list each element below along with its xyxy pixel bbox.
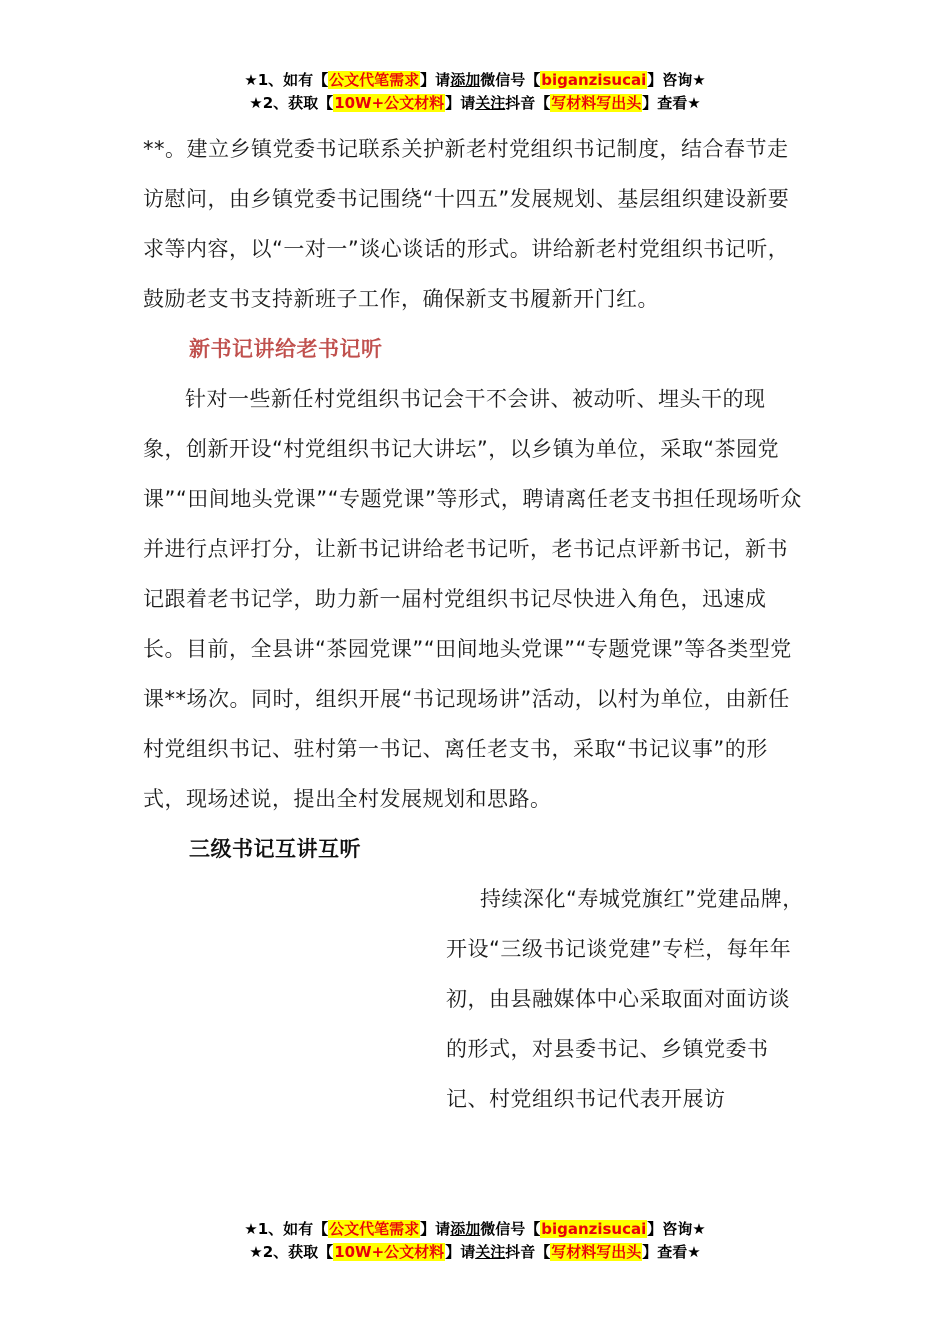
banner-text: ★1、如有【 — [244, 71, 329, 89]
banner-line-2 — [0, 1241, 950, 1264]
banner-text: 】请 — [445, 1243, 476, 1261]
banner-text: 】请 — [420, 71, 451, 89]
banner-text: 】查看★ — [642, 1243, 701, 1261]
banner-text: ★2、获取【 — [249, 1243, 334, 1261]
banner-highlight: 10W+公文材料 — [334, 94, 445, 112]
banner-underline: 添加 — [450, 71, 481, 89]
banner-highlight: biganzisucai — [541, 71, 647, 89]
paragraph-1: **。建立乡镇党委书记联系关护新老村党组织书记制度，结合春节走访慰问，由乡镇党委书记围绕“十四五”发展规划、基层组织建设新要求等内容，以“一对一”谈心谈话的形式。讲给新老村党组织书记听，鼓励老支书支持新班子工作，确保新支书履新开门红。 — [143, 137, 790, 311]
banner-text: ★2、获取【 — [249, 94, 334, 112]
banner-underline: 关注 — [475, 1243, 506, 1261]
banner-line-1 — [0, 1218, 950, 1241]
paragraph-2: 针对一些新任村党组织书记会干不会讲、被动听、埋头干的现象，创新开设“村党组织书记大讲坛”，以乡镇为单位，采取“茶园党课”“田间地头党课”“专题党课”等形式，聘请离任老支书担任现场听众并进行点评打分，让新书记讲给老书记听，老书记点评新书记，新书记跟着老书记学，助力新一届村党组织书记尽快进入角色，迅速成长。目前，全县讲“茶园党课”“田间地头党课”“专题党课”等各类型党课**场次。同时，组织开展“书记现场讲”活动，以村为单位，由新任村党组织书记、驻村第一书记、离任老支书，采取“书记议事”的形式，现场述说，提出全村发展规划和思路。 — [143, 387, 802, 811]
banner-highlight: 10W+公文材料 — [334, 1243, 445, 1261]
banner-highlight: 公文代笔需求 — [329, 1220, 420, 1238]
top-banner — [0, 69, 950, 115]
banner-text: 】查看★ — [642, 94, 701, 112]
banner-text: 】咨询★ — [647, 71, 706, 89]
banner-highlight: 公文代笔需求 — [329, 71, 420, 89]
banner-text: 】请 — [420, 1220, 451, 1238]
banner-text: 】咨询★ — [647, 1220, 706, 1238]
paragraph-3: 持续深化“寿城党旗红”党建品牌，开设“三级书记谈党建”专栏，每年年初，由县融媒体中心采取面对面访谈的形式，对县委书记、乡镇党委书记、村党组织书记代表开展访 — [446, 887, 804, 1111]
banner-text: 微信号【 — [480, 1220, 541, 1238]
document-body — [143, 124, 803, 1124]
banner-text: 抖音【 — [505, 1243, 551, 1261]
banner-highlight: biganzisucai — [541, 1220, 647, 1238]
section-heading-1: 新书记讲给老书记听 — [189, 337, 383, 361]
banner-text: ★1、如有【 — [244, 1220, 329, 1238]
banner-text: 微信号【 — [480, 71, 541, 89]
banner-underline: 添加 — [450, 1220, 481, 1238]
banner-underline: 关注 — [475, 94, 506, 112]
banner-text: 抖音【 — [505, 94, 551, 112]
banner-line-2 — [0, 92, 950, 115]
banner-text: 】请 — [445, 94, 476, 112]
section-heading-2: 三级书记互讲互听 — [189, 837, 361, 861]
banner-highlight: 写材料写出头 — [551, 94, 642, 112]
bottom-banner — [0, 1218, 950, 1264]
banner-highlight: 写材料写出头 — [551, 1243, 642, 1261]
banner-line-1 — [0, 69, 950, 92]
